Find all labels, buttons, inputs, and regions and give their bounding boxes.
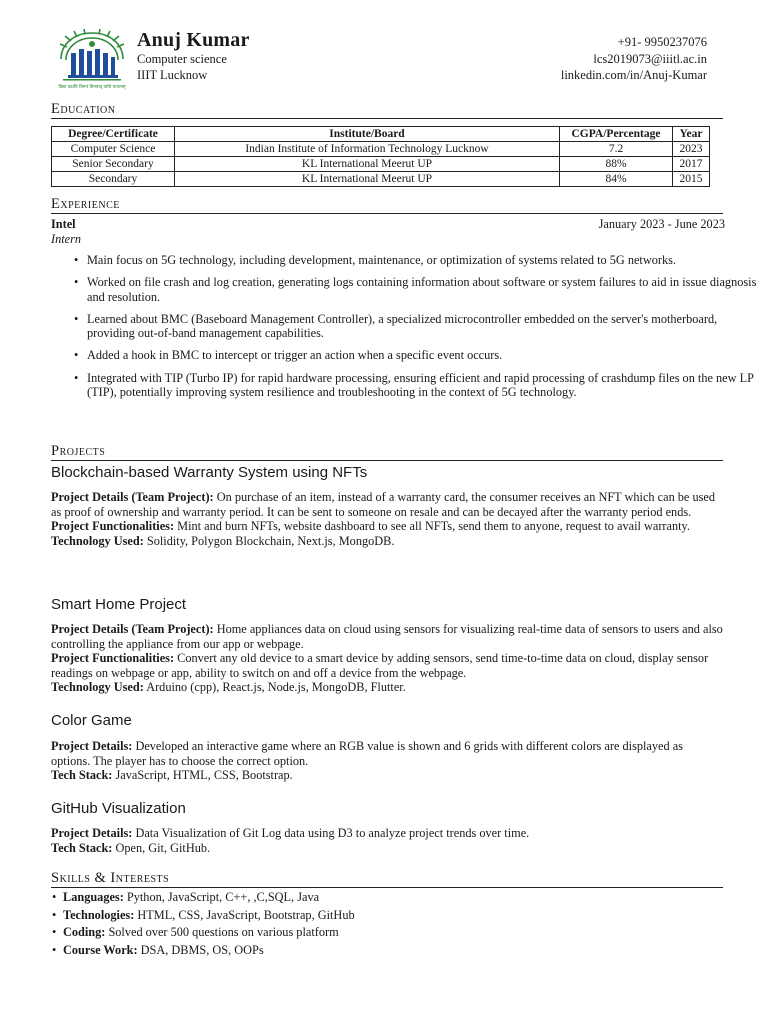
project-description [51,490,725,548]
table-cell: 2015 [673,172,710,187]
projects-heading: Projects [51,443,723,461]
project-title: Blockchain-based Warranty System using NFTs [51,464,368,481]
list-item [63,924,737,942]
list-item: • Main focus on 5G technology, including development, maintenance, or optimization of systems related to 5G networks. [87,253,761,268]
list-item: • Added a hook in BMC to intercept or trigger an action when a specific event occurs. [87,348,761,363]
field-text: On purchase of an item, instead of a warranty card, the consumer receives an NFT which can be used as proof of ownership and warranty period. It can be sent to someone on resale and can be decayed after the warranty period ends. [51,490,716,519]
field-label: Technologies: [63,907,135,922]
skills-list [51,889,737,959]
project-line [51,826,725,841]
phone-number: +91- 9950237076 [617,35,707,49]
field-label: Course Work: [63,942,138,957]
field-label: Project Details (Team Project): [51,490,214,504]
table-row [52,172,710,187]
project-title: Smart Home Project [51,596,187,613]
field-text: Home appliances data on cloud using sensors for visualizing real-time data of sensors to users and also controlling the appliance from our app or webpage. [51,622,723,651]
field-text: Arduino (cpp), React.js, Node.js, MongoDB, Flutter. [143,680,406,694]
column-header: Institute/Board [175,127,560,142]
table-cell: Senior Secondary [52,157,175,172]
table-cell: KL International Meerut UP [175,157,560,172]
field-label: Project Details: [51,826,133,840]
logo-caption: विद्या ददाति विनयं विनयाद् याति पात्रताम् [58,85,126,90]
table-cell: 7.2 [560,142,673,157]
list-item [63,889,737,907]
project-line [51,680,725,695]
email-link[interactable]: lcs2019073@iiitl.ac.in [593,52,707,66]
project-line [51,739,725,768]
list-item: • Learned about BMC (Baseboard Management Controller), a specialized microcontroller embedded on the server's motherboard, providing out-of-band management capabilities. [87,312,761,341]
table-cell: Secondary [52,172,175,187]
table-row [52,142,710,157]
education-heading: Education [51,101,723,119]
education-table [51,126,710,187]
field-text: Developed an interactive game where an RGB value is shown and 6 grids with different colors are displayed as options. The player has to choose the correct option. [51,739,683,768]
experience-heading: Experience [51,196,723,214]
project-line [51,519,725,534]
experience-bullets [51,253,761,407]
project-line [51,490,725,519]
list-item: • Worked on file crash and log creation, generating logs containing information about software or system failures to aid in issue diagnosis and resolution. [87,275,761,304]
field-label: Tech Stack: [51,768,113,782]
table-cell: 88% [560,157,673,172]
table-cell: 2017 [673,157,710,172]
field-text: Open, Git, GitHub. [112,840,211,855]
linkedin-link[interactable]: linkedin.com/in/Anuj-Kumar [560,68,707,82]
list-item: • Integrated with TIP (Turbo IP) for rapid hardware processing, ensuring efficient and rapid processing of crashdump files on the new LP (TIP), potentially improving system resilience and troubleshooting in the context of 5G technology. [87,371,761,400]
company-name: Intel [51,217,76,231]
list-item [63,942,737,960]
table-cell: 84% [560,172,673,187]
column-header: Degree/Certificate [52,127,175,142]
table-cell: 2023 [673,142,710,157]
field-text: JavaScript, HTML, CSS, Bootstrap. [112,768,293,782]
field-label: Project Details: [51,739,133,753]
table-cell: Computer Science [52,142,175,157]
table-row [52,157,710,172]
field-text: Solidity, Polygon Blockchain, Next.js, MongoDB. [143,533,395,548]
department: Computer science [137,52,227,66]
field-text: Python, JavaScript, C++, ,C,SQL, Java [123,890,320,904]
project-line [51,768,725,783]
field-text: Solved over 500 questions on various platform [105,925,339,939]
project-title: GitHub Visualization [51,800,186,817]
job-role: Intern [51,232,82,246]
field-label: Tech Stack: [51,840,113,855]
list-item [63,907,737,925]
project-description [51,622,725,695]
institute: IIIT Lucknow [137,68,208,82]
field-label: Technology Used: [51,533,144,548]
field-text: HTML, CSS, JavaScript, Bootstrap, GitHub [134,907,355,922]
iiit-lucknow-logo [51,27,133,91]
field-text: Mint and burn NFTs, website dashboard to see all NFTs, send them to anyone, request to avail warranty. [174,519,690,533]
field-label: Project Functionalities: [51,651,175,665]
project-line [51,534,725,549]
project-line [51,841,725,856]
field-label: Languages: [63,890,124,904]
project-line [51,651,725,680]
field-label: Coding: [63,925,106,939]
column-header: CGPA/Percentage [560,127,673,142]
table-cell: Indian Institute of Information Technology Lucknow [175,142,560,157]
project-description [51,826,725,855]
field-label: Project Details (Team Project): [51,622,214,636]
field-label: Technology Used: [51,680,144,694]
project-line [51,622,725,651]
project-title: Color Game [51,712,132,729]
table-header-row [52,127,710,142]
field-text: Convert any old device to a smart device by adding sensors, send time-to-time data on cloud, display sensor readings on webpage or app, ability to switch on and off a device from the webpage. [51,651,709,680]
field-text: DSA, DBMS, OS, OOPs [137,942,264,957]
skills-heading: Skills & Interests [51,870,723,888]
field-text: Data Visualization of Git Log data using D3 to analyze project trends over time. [132,826,530,840]
experience-dates: January 2023 - June 2023 [598,217,725,231]
project-description [51,739,725,783]
table-cell: KL International Meerut UP [175,172,560,187]
column-header: Year [673,127,710,142]
candidate-name: Anuj Kumar [137,29,250,51]
field-label: Project Functionalities: [51,519,175,533]
